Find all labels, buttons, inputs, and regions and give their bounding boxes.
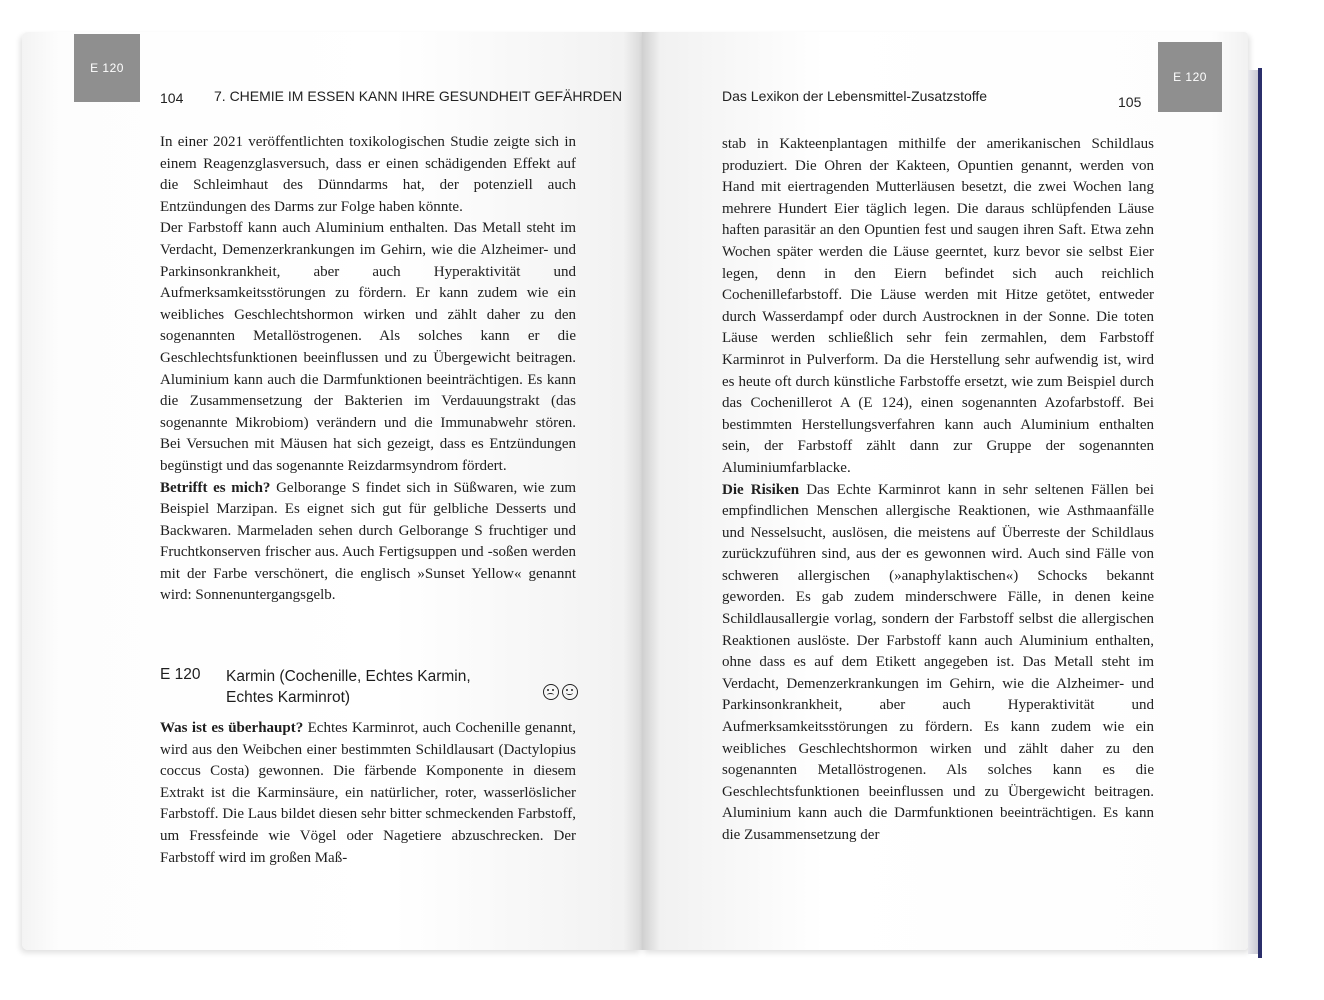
paragraph: In einer 2021 veröffentlichten toxikologischen Studie zeigte sich in einem Reagenzglasversuch, dass er einen schädigenden Effekt auf die Schleimhaut des Dünndarms hat, der potenziell auch Entzündungen des Darms zur Folge haben könnte. [160, 134, 576, 215]
open-book [22, 32, 1262, 954]
page-stack-edge [1248, 70, 1258, 954]
right-running-head: Das Lexikon der Lebensmittel-Zusatzstoffe [722, 88, 988, 104]
paragraph: Die Risiken Das Echte Karminrot kann in sehr seltenen Fällen bei empfindlichen Menschen allergische Reaktionen, wie Asthmaanfälle und Nesselsucht, auslösen, die meistens auf Überreste der Schildlaus zurückzuführen sind, aus der es gewonnen wird. Auch sind Fälle von schweren allergischen (»anaphylaktischen«) Schocks bekannt geworden. Es gab zudem minderschwere Fälle, in denen keine Schildlausallergie vorlag, sondern der Farbstoff selbst die allergischen Reaktionen auslöste. Der Farbstoff kann auch Aluminium enthalten, ohne dass es auf dem Etikett angegeben ist. Das Metall steht im Verdacht, Demenzerkrankungen im Gehirn, wie die Alzheimer- und Parkinsonkrankheit, aber auch Hyperaktivität und Aufmerksamkeitsstörungen zu fördern. Es kann zudem wie ein weibliches Geschlechtshormon wirken und zählt daher zu den sogenannten Metallöstrogenen. Als solches kann es die Geschlechtsfunktionen beeinflussen und zu Übergewicht beitragen. Aluminium kann auch die Darmfunktionen beeinträchtigen. Es kann die Zusammensetzung der [722, 481, 1154, 843]
right-page-number: 105 [1118, 94, 1142, 110]
sick-face-icon [562, 684, 578, 700]
cover-edge [1258, 68, 1262, 958]
paragraph: Der Farbstoff kann auch Aluminium enthalten. Das Metall steht im Verdacht, Demenzerkrankungen im Gehirn, wie die Alzheimer- und Parkinsonkrankheit, aber auch Hyperaktivität und Aufmerksamkeitsstörungen zu fördern. Er kann zudem wie ein weibliches Geschlechtshormon wirken und zählt daher zu den sogenannten Metallöstrogenen. Als solches kann er die Geschlechtsfunktionen beeinflussen und zu Übergewicht beitragen. Aluminium kann auch die Darmfunktionen beeinträchtigen. Es kann die Zusammensetzung der Bakterien im Verdauungstrakt (das sogenannte Mikrobiom) verändern und die Immunabwehr stören. Bei Versuchen mit Mäusen hat sich gezeigt, dass es Entzündungen begünstigt und das sogenannte Reizdarmsyndrom fördert. [160, 220, 576, 474]
left-tab-marker: E 120 [74, 34, 140, 102]
entry-text-column [160, 718, 576, 869]
paragraph: Betrifft es mich? Gelborange S findet sich in Süßwaren, wie zum Beispiel Marzipan. Es eignet sich gut für gelbliche Desserts und Backwaren. Marmeladen sehen durch Gelborange S fruchtiger und Fruchtkonserven frischer aus. Auch Fertigsuppen und -soßen werden mit der Farbe verschönert, die englisch »Sunset Yellow« genannt wird: Sonnenuntergangsgelb. [160, 479, 576, 604]
entry-name: Karmin (Cochenille, Echtes Karmin, Echtes Karminrot) [226, 668, 471, 706]
right-text-column [722, 134, 1154, 847]
sad-face-icon [543, 684, 559, 700]
left-page-number: 104 [160, 90, 184, 106]
entry-code: E 120 [160, 666, 201, 683]
left-page [22, 32, 642, 950]
rating-icons [543, 684, 578, 700]
paragraph: Was ist es überhaupt? Echtes Karminrot, auch Cochenille genannt, wird aus den Weibchen einer bestimmten Schildlausart (Dactylopius coccus Costa) gewonnen. Die färbende Komponente in diesem Extrakt ist die Karminsäure, ein natürlicher, roter, wasserlöslicher Farbstoff. Die Laus bildet diesen sehr bitter schmeckenden Farbstoff, um Fressfeinde wie Vögel oder Nagetiere abzuschrecken. Der Farbstoff wird im großen Maß- [160, 720, 576, 866]
left-running-head: 7. CHEMIE IM ESSEN KANN IHRE GESUNDHEIT GEFÄHRDEN [214, 88, 623, 104]
paragraph-lead: Die Risiken [722, 481, 800, 498]
left-text-column [160, 132, 576, 607]
right-page [642, 32, 1248, 950]
paragraph-lead: Betrifft es mich? [160, 479, 271, 496]
paragraph-lead: Was ist es überhaupt? [160, 720, 304, 736]
right-tab-marker: E 120 [1158, 42, 1222, 112]
paragraph: stab in Kakteenplantagen mithilfe der amerikanischen Schildlaus produziert. Die Ohren der Kakteen, Opuntien genannt, werden von Hand mit eiertragenden Mutterläusen besetzt, die zwei Wochen lang mehrere Hundert Eier täglich legen. Die daraus schlüpfenden Läuse haften parasitär an den Opuntien fest und saugen ihren Saft. Etwa zehn Wochen später werden die Läuse geerntet, kurz bevor sie selbst Eier legen, denn in den Eiern befindet sich auch reichlich Cochenillefarbstoff. Die Läuse werden mit Hitze getötet, entweder durch Wasserdampf oder durch Austrocknen in der Sonne. Die toten Läuse werden schließlich sehr fein zermahlen, dem Farbstoff Karminrot in Pulverform. Da die Herstellung sehr aufwendig ist, wird es heute oft durch künstliche Farbstoffe ersetzt, wie zum Beispiel durch das Cochenillerot A (E 124), einen sogenannten Azofarbstoff. Bei bestimmten Herstellungsverfahren kann auch Aluminium enthalten sein, der Farbstoff zählt dann zur Gruppe der sogenannten Aluminiumfarblacke. [722, 136, 1154, 476]
